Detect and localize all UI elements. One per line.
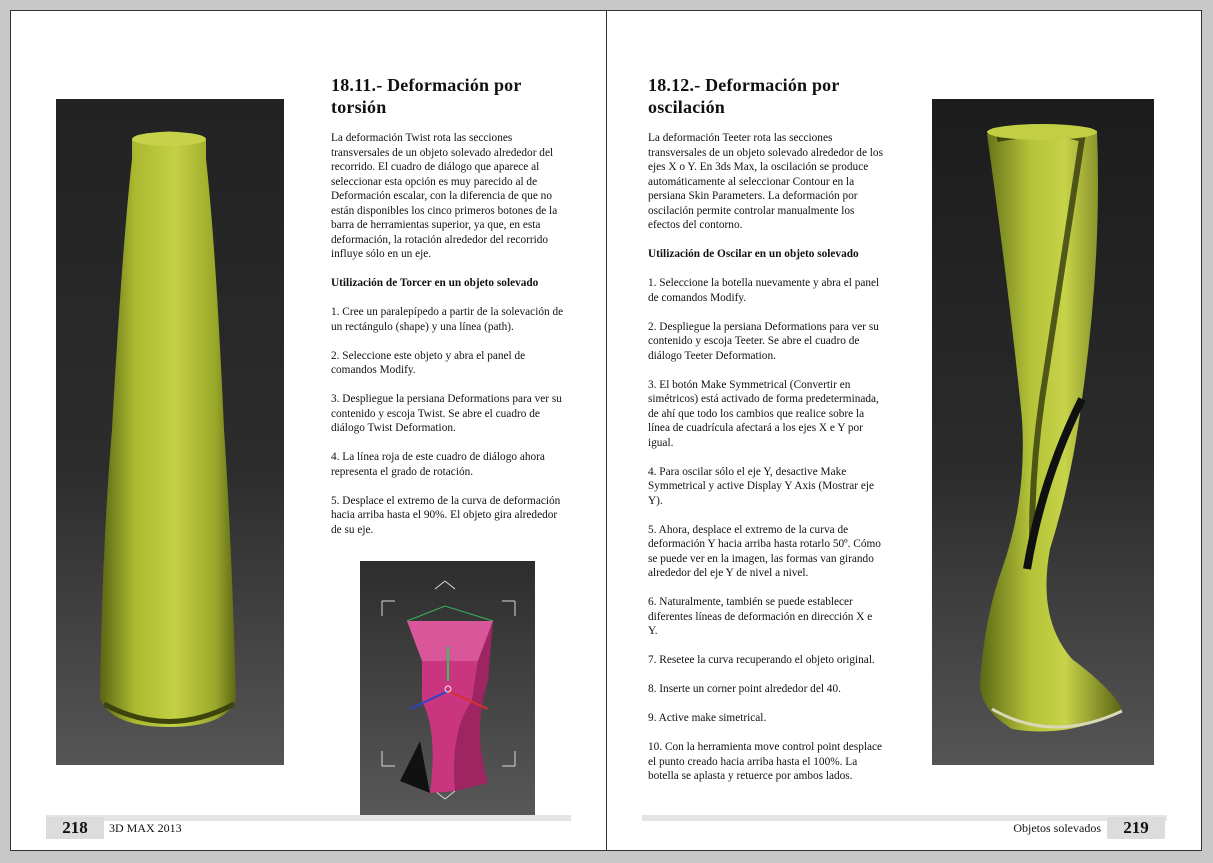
step-item: 3. Despliegue la persiana Deformations para ver su contenido y escoja Twist. Se abre el cuadro de diálogo Twist Deformation. <box>331 393 562 434</box>
intro-paragraph: La deformación Teeter rota las secciones transversales de un objeto solevado alrededor de los ejes X o Y. En 3ds Max, la oscilación se produce automáticamente al seleccionar Contour en la persiana Skin Parameters. La deformación por oscilación permite controlar manualmente los efectos del contorno. <box>648 132 883 231</box>
section-heading: 18.12.- Deformación por oscilación <box>648 75 840 117</box>
left-page <box>10 10 607 851</box>
left-text-column <box>331 131 566 552</box>
right-page <box>606 10 1202 851</box>
step-item: 10. Con la herramienta move control point desplace el punto creado hacia arriba hasta el 100%. La botella se aplasta y retuerce por ambos lados. <box>648 741 883 782</box>
bottle-render-image <box>56 99 284 765</box>
step-item: 1. Seleccione la botella nuevamente y abra el panel de comandos Modify. <box>648 277 880 304</box>
twist-viewport-image <box>360 561 535 817</box>
step-item: 6. Naturalmente, también se puede establecer diferentes líneas de deformación en dirección X e Y. <box>648 596 873 637</box>
step-item: 3. El botón Make Symmetrical (Convertir en simétricos) está activado de forma predeterminada, de ahí que todo los cambios que realice sobre la línea de cuadrícula afectará a los ejes X e Y por igual. <box>648 378 879 449</box>
step-item: 7. Resetee la curva recuperando el objeto original. <box>648 654 875 666</box>
subheading: Utilización de Torcer en un objeto solevado <box>331 277 539 289</box>
step-item: 9. Active make simetrical. <box>648 712 767 724</box>
running-title: 3D MAX 2013 <box>109 821 182 835</box>
intro-paragraph: La deformación Twist rota las secciones transversales de un objeto solevado alrededor del recorrido. El cuadro de diálogo que aparece al seleccionar esta opción es muy parecido al de Deformación escalar, con la diferencia de que no están disponibles los cinco primeros botones de la barra de herramientas superior, ya que, en esta deformación, la rotación alrededor del recorrido influye sólo en un eje. <box>331 132 558 260</box>
step-item: 2. Despliegue la persiana Deformations para ver su contenido y escoja Teeter. Se abre el cuadro de diálogo Teeter Deformation. <box>648 320 879 362</box>
step-item: 2. Seleccione este objeto y abra el panel de comandos Modify. <box>331 349 526 376</box>
step-item: 8. Inserte un corner point alrededor del 40. <box>648 683 841 695</box>
step-item: 4. Para oscilar sólo el eje Y, desactive Make Symmetrical y active Display Y Axis (Mostrar eje Y). <box>648 465 874 507</box>
running-title: Objetos solevados <box>1013 821 1101 835</box>
page-number: 219 <box>1107 817 1165 839</box>
page-number: 218 <box>46 817 104 839</box>
section-heading: 18.11.- Deformación por torsión <box>331 75 522 117</box>
step-item: 4. La línea roja de este cuadro de diálogo ahora representa el grado de rotación. <box>331 451 545 478</box>
right-text-column <box>648 131 883 798</box>
subheading: Utilización de Oscilar en un objeto solevado <box>648 248 859 260</box>
step-item: 5. Desplace el extremo de la curva de deformación hacia arriba hasta el 90%. El objeto gira alrededor de su eje. <box>331 494 561 536</box>
step-item: 5. Ahora, desplace el extremo de la curva de deformación Y hacia arriba hasta rotarlo 50º. Cómo se puede ver en la imagen, las formas van girando alrededor del eje Y de nivel a nivel. <box>648 523 881 579</box>
teeter-bottle-render-image <box>932 99 1154 765</box>
step-item: 1. Cree un paralepípedo a partir de la solevación de un rectángulo (shape) y una línea (path). <box>331 306 564 333</box>
